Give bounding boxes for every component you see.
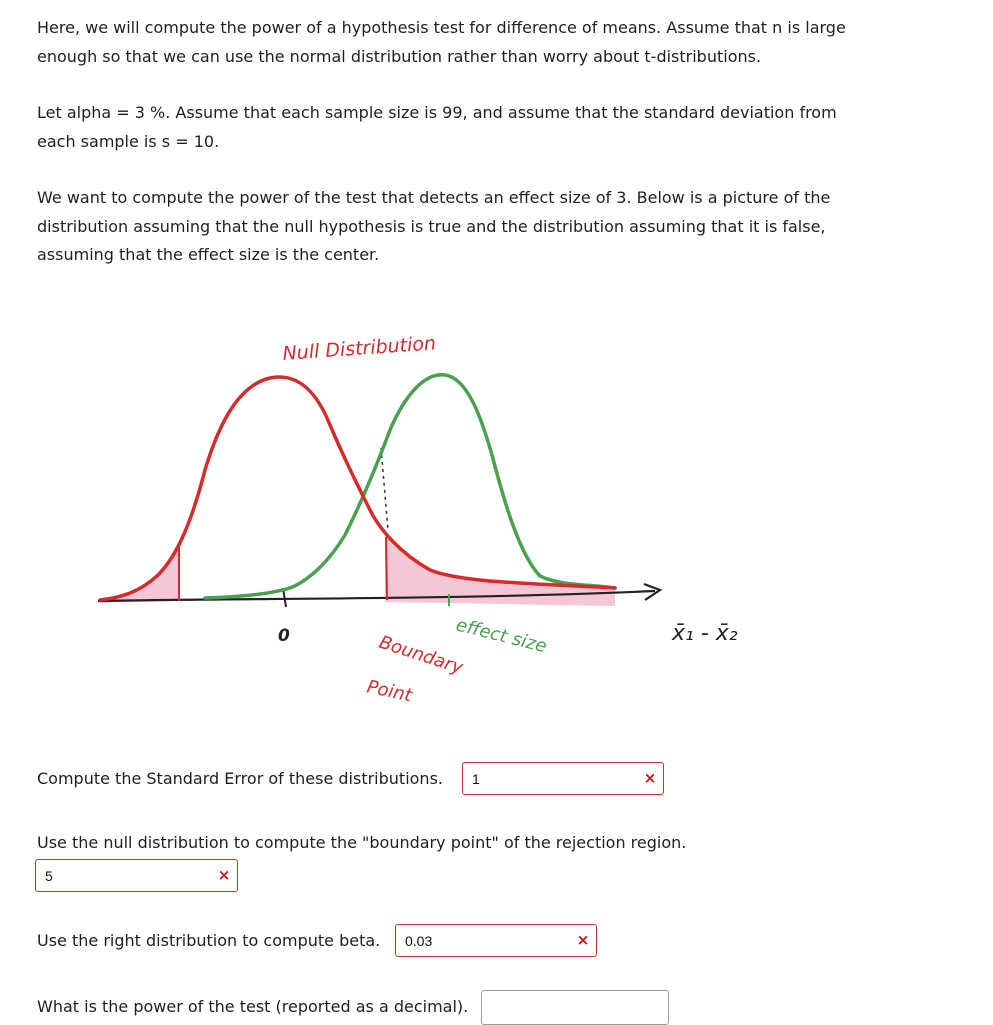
horizontal-axis [98, 591, 655, 601]
intro-paragraph-1: Here, we will compute the power of a hypothesis test for difference of means. Assume that n is large enough so that we can use the normal distribution rather than worry about t-distributions. [37, 18, 846, 66]
beta-answer[interactable] [395, 924, 597, 957]
intro-paragraph-3: We want to compute the power of the test that detects an effect size of 3. Below is a picture of the distribution assuming that the null hypothesis is true and the distribution assuming that it is false, assuming that the effect size is the center. [37, 188, 831, 264]
axis-arrow-head-icon [644, 584, 660, 600]
zero-label: 0 [278, 626, 290, 646]
alternative-distribution-curve [205, 375, 615, 598]
q1-prompt: Compute the Standard Error of these distributions. [37, 769, 443, 788]
boundary-point-value: 5 [45, 868, 53, 884]
null-distribution-label: Null Distribution [281, 332, 437, 365]
left-tail-shading [100, 543, 179, 603]
q3-prompt: Use the right distribution to compute beta. [37, 931, 381, 950]
standard-error-value: 1 [472, 771, 480, 787]
incorrect-icon: × [643, 769, 657, 787]
boundary-line [386, 537, 387, 600]
boundary-label-line1: Boundary [376, 631, 466, 679]
null-distribution-curve [100, 377, 615, 600]
q4-prompt: What is the power of the test (reported as a decimal). [37, 997, 469, 1016]
boundary-point-answer[interactable] [35, 859, 238, 892]
q2-prompt: Use the null distribution to compute the "boundary point" of the rejection region. [37, 833, 687, 852]
zero-tick [283, 588, 286, 607]
incorrect-icon: × [217, 866, 231, 884]
power-answer-input[interactable] [481, 990, 669, 1025]
axis-label: x̄₁ - x̄₂ [672, 621, 738, 646]
standard-error-answer[interactable] [462, 762, 664, 795]
effect-size-label: effect size [453, 614, 549, 658]
incorrect-icon: × [576, 931, 590, 949]
intro-paragraph-2: Let alpha = 3 %. Assume that each sample size is 99, and assume that the standard deviation from each sample is s = 10. [37, 103, 837, 151]
boundary-label-line2: Point [364, 676, 414, 707]
dashed-center-line [381, 448, 388, 530]
right-tail-shading [385, 536, 615, 606]
beta-value: 0.03 [405, 933, 433, 949]
